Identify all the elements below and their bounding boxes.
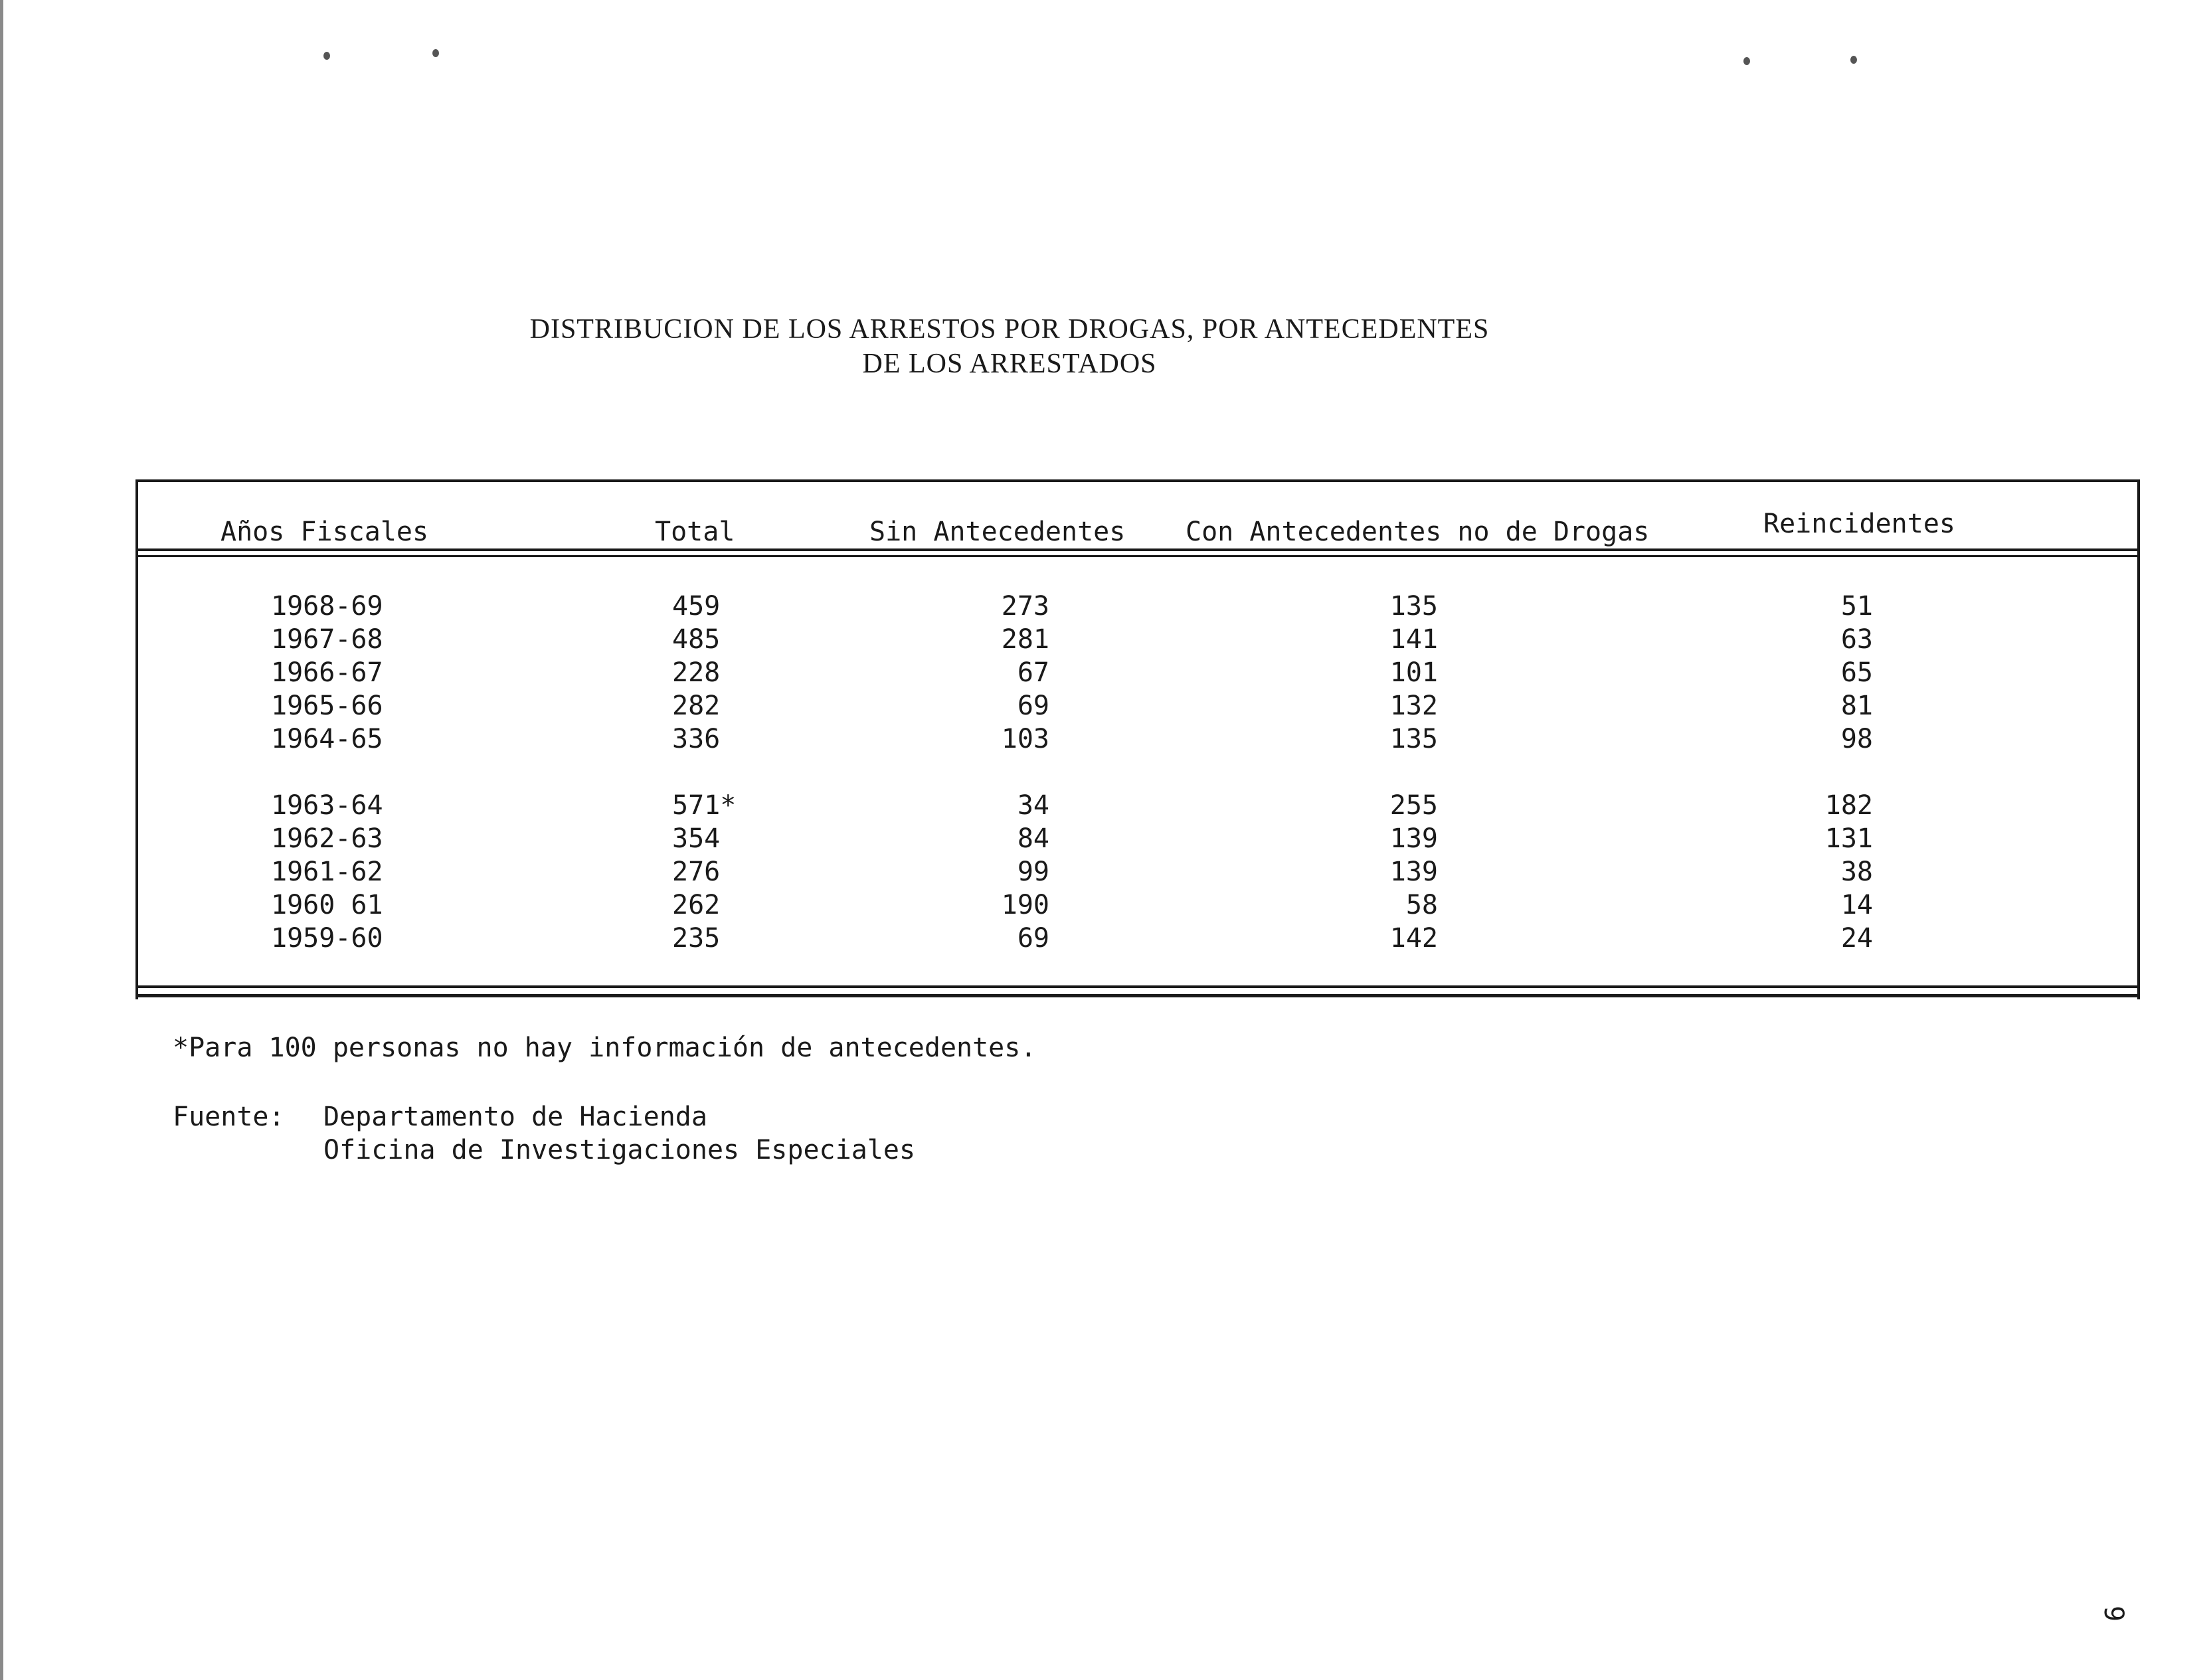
cell-total: 235 [672,923,721,954]
cell-year: 1959-60 [271,923,383,954]
source-line-1: Departamento de Hacienda [323,1102,707,1132]
cell-reincidentes: 14 [1840,890,1873,920]
cell-sin-antecedentes: 67 [1017,657,1049,688]
scan-speck [432,49,439,57]
scan-speck [323,52,330,60]
cell-con-antecedentes: 142 [1389,923,1438,954]
table-title [0,312,2019,381]
cell-year: 1965-66 [271,691,383,721]
cell-year: 1966-67 [271,657,383,688]
scan-speck [1743,57,1750,65]
column-header-con-antecedentes: Con Antecedentes no de Drogas [1186,517,1650,547]
cell-total: 282 [672,691,721,721]
cell-con-antecedentes: 135 [1389,591,1438,622]
cell-sin-antecedentes: 281 [1001,624,1049,655]
cell-reincidentes: 98 [1840,724,1873,754]
header-rule-lower [135,555,2140,557]
cell-sin-antecedentes: 34 [1017,790,1049,821]
cell-year: 1968-69 [271,591,383,622]
cell-year: 1960 61 [271,890,383,920]
cell-total: 485 [672,624,721,655]
cell-con-antecedentes: 132 [1389,691,1438,721]
cell-reincidentes: 131 [1824,823,1873,854]
cell-total: 336 [672,724,721,754]
cell-sin-antecedentes: 273 [1001,591,1049,622]
cell-total: 262 [672,890,721,920]
cell-reincidentes: 81 [1840,691,1873,721]
cell-reincidentes: 182 [1824,790,1873,821]
bottom-rule-upper [135,985,2140,988]
table-title-line-2: DE LOS ARRESTADOS [862,349,1157,379]
page-number: 9 [2098,1605,2129,1622]
cell-reincidentes: 65 [1840,657,1873,688]
cell-con-antecedentes: 255 [1389,790,1438,821]
footnote: *Para 100 personas no hay información de antecedentes. [173,1033,1037,1063]
cell-con-antecedentes: 101 [1389,657,1438,688]
cell-year: 1962-63 [271,823,383,854]
cell-total: 459 [672,591,721,622]
cell-reincidentes: 63 [1840,624,1873,655]
cell-sin-antecedentes: 69 [1017,691,1049,721]
cell-con-antecedentes: 139 [1389,823,1438,854]
cell-reincidentes: 38 [1840,857,1873,887]
cell-year: 1963-64 [271,790,383,821]
column-header-total: Total [655,517,735,547]
column-header-years: Años Fiscales [221,517,429,547]
cell-year: 1961-62 [271,857,383,887]
cell-con-antecedentes: 141 [1389,624,1438,655]
cell-reincidentes: 51 [1840,591,1873,622]
cell-total: 276 [672,857,721,887]
cell-sin-antecedentes: 99 [1017,857,1049,887]
cell-total: 354 [672,823,721,854]
page-left-edge [0,0,3,1680]
cell-reincidentes: 24 [1840,923,1873,954]
scan-speck [1850,56,1857,64]
cell-sin-antecedentes: 84 [1017,823,1049,854]
cell-year: 1967-68 [271,624,383,655]
table-title-line-1: DISTRIBUCION DE LOS ARRESTOS POR DROGAS, POR ANTECEDENTES [529,314,1490,345]
source-label: Fuente: [173,1102,285,1132]
column-header-reincidentes: Reincidentes [1763,509,1955,539]
column-header-sin-antecedentes: Sin Antecedentes [869,517,1126,547]
cell-con-antecedentes: 135 [1389,724,1438,754]
cell-total: 228 [672,657,721,688]
cell-sin-antecedentes: 69 [1017,923,1049,954]
cell-con-antecedentes: 58 [1405,890,1438,920]
source-line-2: Oficina de Investigaciones Especiales [323,1135,916,1165]
cell-year: 1964-65 [271,724,383,754]
cell-sin-antecedentes: 103 [1001,724,1049,754]
cell-con-antecedentes: 139 [1389,857,1438,887]
header-rule-upper [135,548,2140,551]
cell-total: 571* [672,790,737,821]
bottom-rule-lower [135,994,2140,997]
cell-sin-antecedentes: 190 [1001,890,1049,920]
